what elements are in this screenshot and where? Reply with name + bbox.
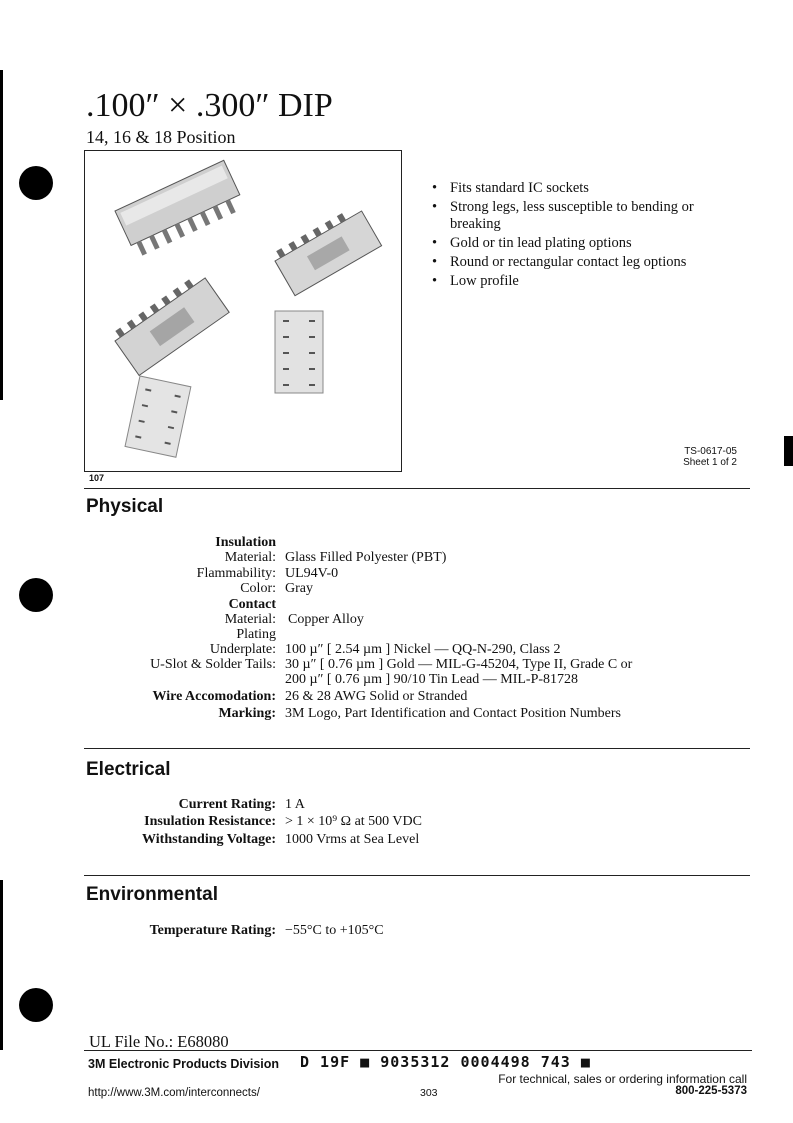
barcode-text: D 19F ■ 9035312 0004498 743 ■ <box>300 1053 591 1071</box>
page-title: .100″ × .300″ DIP <box>86 87 333 124</box>
spec-label: Material: <box>224 550 276 565</box>
binder-hole <box>19 166 53 200</box>
spec-value: 100 µ″ [ 2.54 µm ] Nickel — QQ-N-290, Class 2 <box>285 642 561 657</box>
feature-item: • Round or rectangular contact leg options <box>430 254 730 271</box>
environmental-heading: Environmental <box>86 884 218 905</box>
dip-socket-photo-icon <box>85 151 401 471</box>
feature-item: • Strong legs, less susceptible to bending or breaking <box>430 199 730 233</box>
feature-list <box>430 180 730 292</box>
spec-value: Glass Filled Polyester (PBT) <box>285 550 447 565</box>
spec-value: UL94V-0 <box>285 566 339 581</box>
binder-hole <box>19 988 53 1022</box>
page-subtitle: 14, 16 & 18 Position <box>86 127 236 147</box>
contact-phone: 800-225-5373 <box>675 1085 747 1097</box>
spec-label: Insulation Resistance: <box>144 814 276 829</box>
spec-value: 1000 Vrms at Sea Level <box>285 832 420 847</box>
spec-label: Contact <box>228 597 276 612</box>
spec-label: Marking: <box>218 706 276 721</box>
page-number: 303 <box>420 1087 438 1099</box>
scan-edge <box>0 880 3 1050</box>
ul-file-number: UL File No.: E68080 <box>89 1032 229 1051</box>
contact-info-line: For technical, sales or ordering information call <box>498 1072 747 1086</box>
spec-value: −55°C to +105°C <box>285 923 384 938</box>
website-link[interactable]: http://www.3M.com/interconnects/ <box>88 1087 260 1099</box>
spec-label: Underplate: <box>209 642 276 657</box>
spec-value: 30 µ″ [ 0.76 µm ] Gold — MIL-G-45204, Type II, Grade C or <box>285 657 633 672</box>
environmental-specs <box>0 923 793 943</box>
spec-label: Flammability: <box>196 566 276 581</box>
feature-item: • Low profile <box>430 273 730 290</box>
feature-item: • Gold or tin lead plating options <box>430 235 730 252</box>
section-divider <box>84 488 750 489</box>
feature-item: • Fits standard IC sockets <box>430 180 730 197</box>
sheet-number: Sheet 1 of 2 <box>683 457 737 468</box>
section-divider <box>84 875 750 876</box>
electrical-heading: Electrical <box>86 759 171 780</box>
spec-value: > 1 × 10⁹ Ω at 500 VDC <box>285 814 422 829</box>
spec-label: Withstanding Voltage: <box>142 832 276 847</box>
spec-label: Color: <box>240 581 276 596</box>
figure-label: 107 <box>89 473 105 483</box>
doc-number: TS-0617-05 <box>684 446 737 457</box>
spec-label: Temperature Rating: <box>149 923 276 938</box>
spec-label: Wire Accomodation: <box>152 689 276 704</box>
scan-edge <box>0 70 3 400</box>
division-name: 3M Electronic Products Division <box>88 1057 280 1071</box>
product-photo-frame <box>84 150 402 472</box>
spec-value: 3M Logo, Part Identification and Contact Position Numbers <box>285 706 621 721</box>
document-reference <box>600 446 737 468</box>
spec-value: 26 & 28 AWG Solid or Stranded <box>285 689 468 704</box>
spec-label: Insulation <box>215 535 276 550</box>
spec-label: Plating <box>236 627 276 642</box>
spec-value: Copper Alloy <box>288 612 364 627</box>
spec-label: Current Rating: <box>178 797 276 812</box>
physical-heading: Physical <box>86 496 164 517</box>
section-divider <box>84 748 750 749</box>
physical-specs <box>0 535 793 725</box>
spec-label: U-Slot & Solder Tails: <box>150 657 276 672</box>
footer-divider <box>84 1050 752 1051</box>
spec-value: 1 A <box>285 797 305 812</box>
spec-value: 200 µ″ [ 0.76 µm ] 90/10 Tin Lead — MIL-P-81728 <box>285 672 579 687</box>
electrical-specs <box>0 797 793 853</box>
spec-value: Gray <box>285 581 313 596</box>
spec-label: Material: <box>224 612 276 627</box>
scan-edge-mark <box>784 436 793 466</box>
